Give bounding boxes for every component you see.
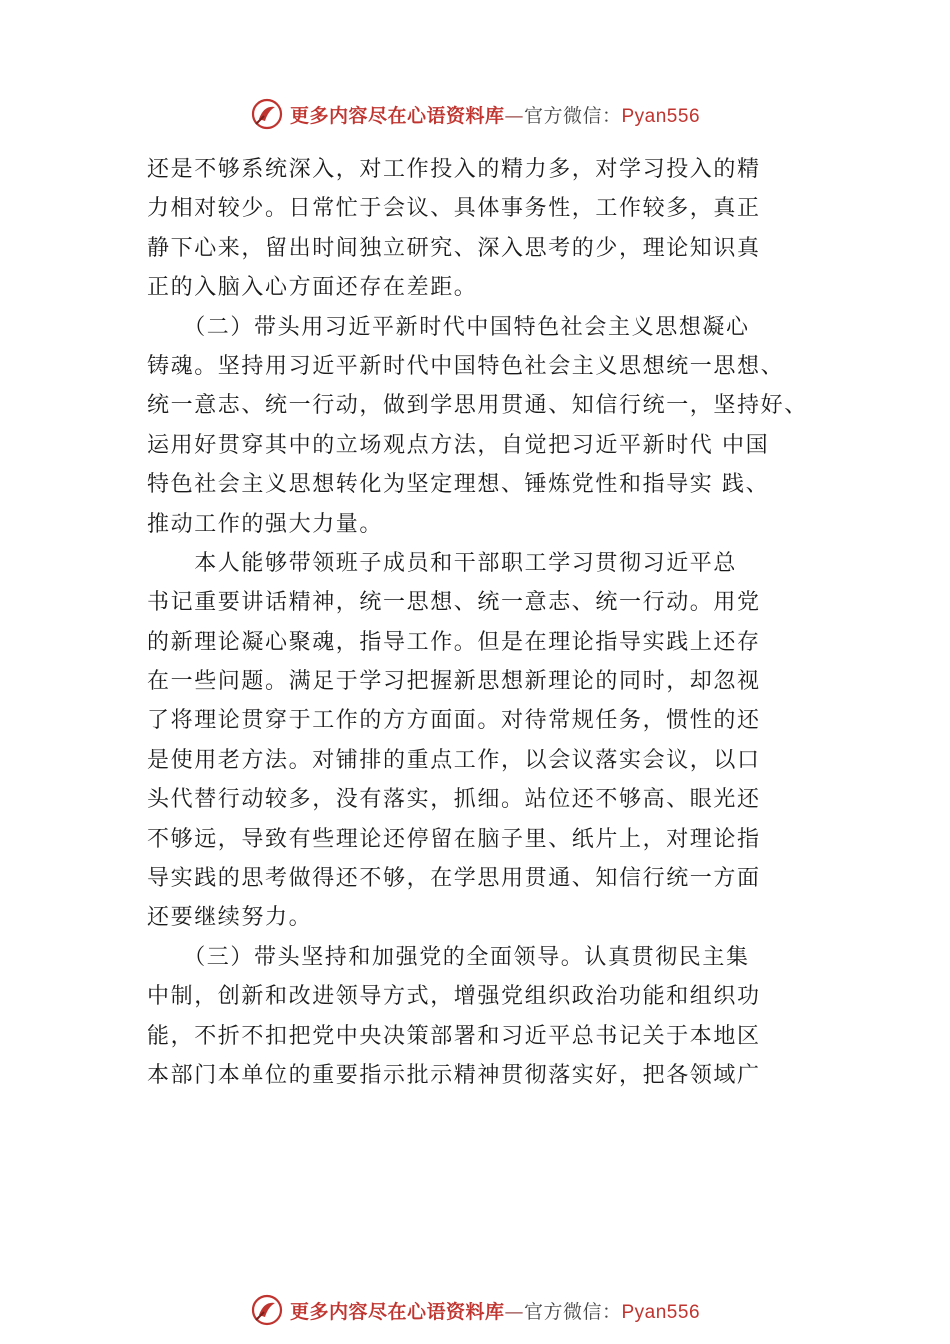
text-line: 了将理论贯穿于工作的方方面面。对待常规任务，惯性的还 <box>147 708 761 734</box>
banner-text: 更多内容尽在心语资料库—官方微信：Pyan556 <box>289 1300 701 1323</box>
text-line: 能，不折不扣把党中央决策部署和习近平总书记关于本地区 <box>147 1023 761 1049</box>
text-line: （三）带头坚持和加强党的全面领导。认真贯彻民主集 <box>147 944 750 970</box>
logo-icon <box>250 1293 284 1327</box>
text-line: 静下心来，留出时间独立研究、深入思考的少，理论知识真 <box>147 235 761 261</box>
text-line: 在一些问题。满足于学习把握新思想新理论的同时，却忽视 <box>147 669 761 695</box>
header-banner <box>0 94 950 134</box>
text-line: 还要继续努力。 <box>147 905 313 931</box>
text-line: 还是不够系统深入，对工作投入的精力多，对学习投入的精 <box>147 157 761 182</box>
text-line: 头代替行动较多，没有落实，抓细。站位还不够高、眼光还 <box>147 787 761 813</box>
document-body <box>147 150 867 1095</box>
logo-icon <box>250 97 284 131</box>
text-line: 本人能够带领班子成员和干部职工学习贯彻习近平总 <box>147 550 738 576</box>
text-line: 是使用老方法。对铺排的重点工作，以会议落实会议，以口 <box>147 747 761 773</box>
text-line: 力相对较少。日常忙于会议、具体事务性，工作较多，真正 <box>147 196 761 222</box>
text-line: （二）带头用习近平新时代中国特色社会主义思想凝心 <box>147 314 750 340</box>
text-line: 正的入脑入心方面还存在差距。 <box>147 275 478 301</box>
footer-banner <box>0 1290 950 1330</box>
text-line: 推动工作的强大力量。 <box>147 511 384 537</box>
text-line: 中制，创新和改进领导方式，增强党组织政治功能和组织功 <box>147 984 761 1010</box>
text-line: 的新理论凝心聚魂，指导工作。但是在理论指导实践上还存 <box>147 629 761 655</box>
text-line: 书记重要讲话精神，统一思想、统一意志、统一行动。用党 <box>147 590 761 616</box>
text-line: 运用好贯穿其中的立场观点方法，自觉把习近平新时代 中国 <box>147 432 770 458</box>
text-line: 铸魂。坚持用习近平新时代中国特色社会主义思想统一思想、 <box>147 353 785 379</box>
text-line: 统一意志、统一行动，做到学思用贯通、知信行统一，坚持好、 <box>147 393 808 419</box>
banner-text: 更多内容尽在心语资料库—官方微信：Pyan556 <box>289 104 701 127</box>
text-line: 导实践的思考做得还不够，在学思用贯通、知信行统一方面 <box>147 866 761 892</box>
text-line: 不够远，导致有些理论还停留在脑子里、纸片上，对理论指 <box>147 826 761 852</box>
text-line: 特色社会主义思想转化为坚定理想、锤炼党性和指导实 践、 <box>147 472 770 498</box>
text-line: 本部门本单位的重要指示批示精神贯彻落实好，把各领域广 <box>147 1062 761 1088</box>
